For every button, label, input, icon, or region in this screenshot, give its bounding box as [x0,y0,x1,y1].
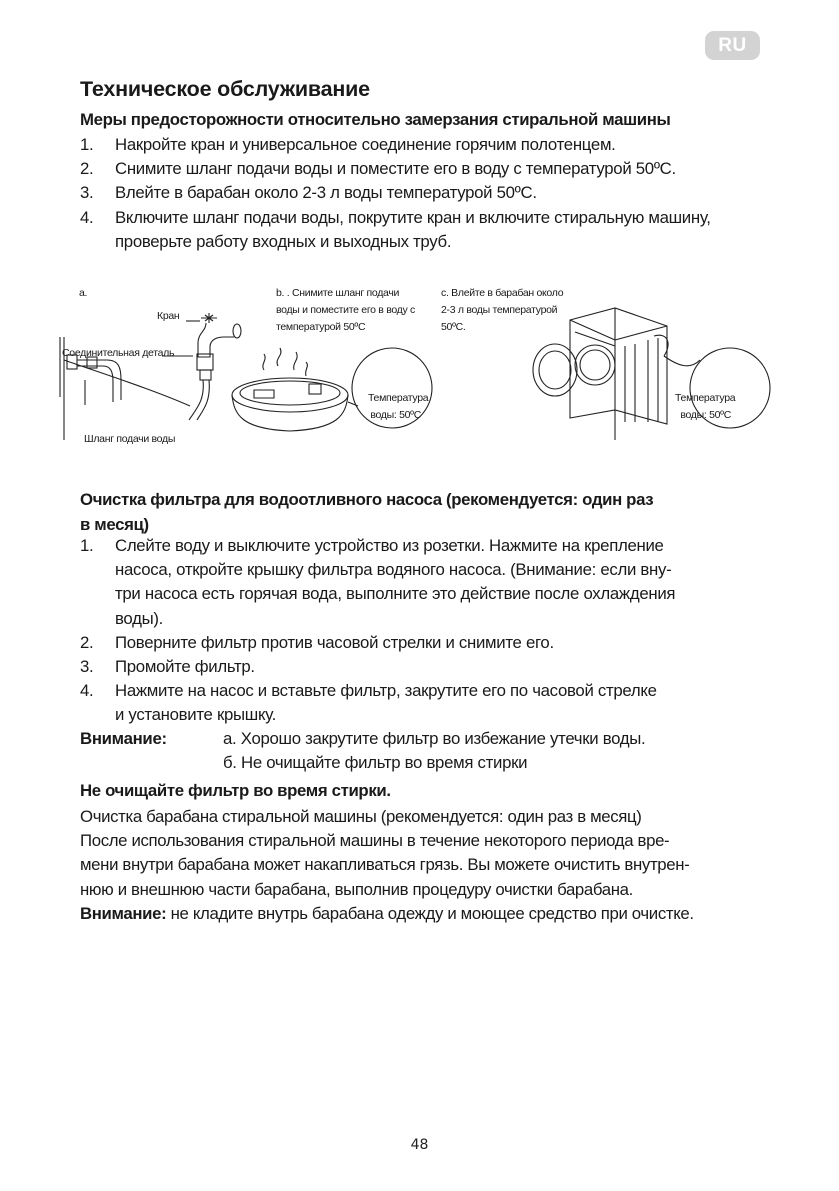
caption-line: c. Влейте в барабан около [441,287,564,299]
attention-item: б. Не очищайте фильтр во время стирки [223,753,528,773]
list-line: Слейте воду и выключите устройство из розетки. Нажмите на крепление [115,536,664,555]
paragraph-line: мени внутри барабана может накапливаться грязь. Вы можете очистить внутрен- [80,855,690,875]
section-heading-pump-filter [80,488,653,537]
bubble-line: воды: 50ºC [680,409,731,421]
list-line: Промойте фильтр. [115,657,255,677]
caption-line: воды и поместите его в воду с [276,304,416,316]
page-title: Техническое обслуживание [80,77,370,101]
figure-a-label: a. [79,287,88,299]
paragraph-line: Очистка барабана стиральной машины (рекомендуется: один раз в месяц) [80,807,642,826]
list-number: 2. [80,159,94,179]
section-heading-freeze-precautions: Меры предосторожности относительно замерзания стиральной машины [80,110,671,129]
list-item [80,133,770,157]
washing-machine-drawing [533,308,770,440]
attention-label: Внимание: [80,903,167,923]
caption-line: 50ºC. [441,321,466,333]
list-text: Влейте в барабан около 2-3 л воды температурой 50ºC. [115,183,537,203]
attention-item: а. Хорошо закрутите фильтр во избежание утечки воды. [223,729,646,748]
list-number: 3. [80,657,94,677]
bubble-line: воды: 50ºC [370,409,421,421]
illustration-drawing [50,280,780,455]
callout-hose: Шланг подачи воды [84,433,176,445]
list-item [80,157,770,181]
list-text: Снимите шланг подачи воды и поместите его в воду с температурой 50ºC. [115,159,676,179]
list-item [80,181,770,205]
list-number: 4. [80,207,94,227]
section-heading-no-cleaning-during-wash: Не очищайте фильтр во время стирки. [80,781,391,800]
list-item [80,631,770,655]
attention-note [80,727,780,775]
list-line: Нажмите на насос и вставьте фильтр, закрутите его по часовой стрелке [115,681,657,701]
list-item [80,679,770,727]
caption-line: температурой 50ºC [276,321,366,333]
bubble-line: Температура [368,392,429,404]
list-number: 1. [80,536,94,555]
list-item [80,655,770,679]
attention-label: Внимание: [80,729,167,748]
list-line: и установите крышку. [115,705,276,725]
heading-line: в месяц) [80,514,149,534]
pump-filter-steps [80,534,770,728]
list-number: 2. [80,632,94,652]
list-number: 3. [80,183,94,203]
bubble-line: Температура [675,392,736,404]
language-badge: RU [705,31,760,60]
callout-tap: Кран [157,310,180,322]
attention-line [80,902,780,926]
list-number: 1. [80,135,94,154]
callout-connector: Соединительная деталь [62,347,175,359]
paragraph-line: нюю и внешнюю части барабана, выполнив процедуру очистки барабана. [80,879,633,899]
caption-line: b. . Снимите шланг подачи [276,287,400,299]
list-text: Включите шланг подачи воды, покрутите кран и включите стиральную машину, проверьте работу входных и выходных труб. [115,207,711,251]
freeze-precautions-list [80,133,770,254]
basin-drawing [232,348,432,431]
list-item [80,534,770,631]
list-line: Поверните фильтр против часовой стрелки и снимите его. [115,632,554,652]
list-number: 4. [80,681,94,701]
tap-drawing [60,313,241,440]
page-number: 48 [410,1137,429,1153]
paragraph-line: После использования стиральной машины в течение некоторого периода вре- [80,831,670,851]
list-line: воды). [115,608,163,628]
heading-line: Очистка фильтра для водоотливного насоса (рекомендуется: один раз [80,490,654,509]
list-item [80,206,715,254]
attention-text: не кладите внутрь барабана одежду и моющее средство при очистке. [166,903,694,923]
list-line: насоса, откройте крышку фильтра водяного насоса. (Внимание: если вну- [115,560,672,580]
caption-line: 2-3 л воды температурой [441,304,558,316]
drum-cleaning-paragraph [80,805,780,926]
list-line: три насоса есть горячая вода, выполните это действие после охлаждения [115,584,676,604]
list-text: Накройте кран и универсальное соединение горячим полотенцем. [115,135,616,154]
